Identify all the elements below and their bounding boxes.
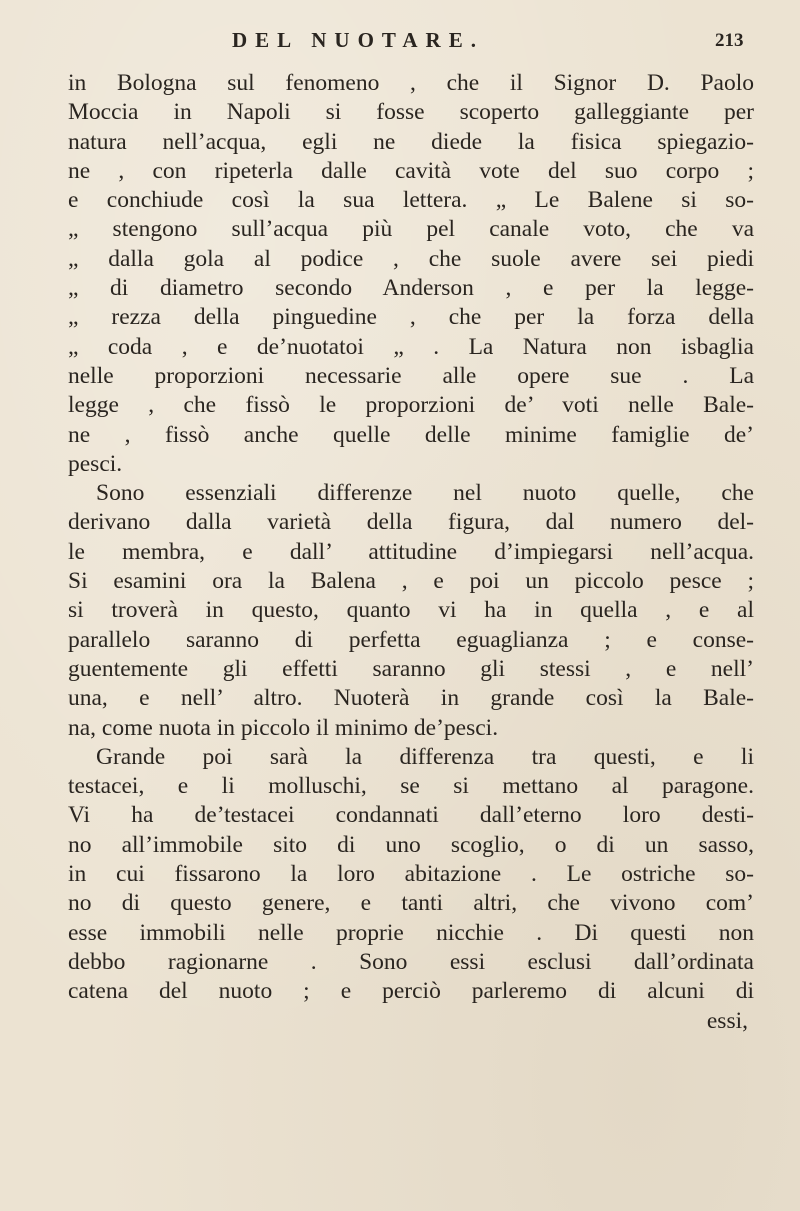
- text-line: derivano dalla varietà della figura, dal numero del-: [68, 509, 754, 536]
- text-line: „ dalla gola al podice , che suole avere sei piedi: [68, 245, 754, 272]
- text-line: una, e nell’ altro. Nuoterà in grande così la Bale-: [68, 685, 754, 712]
- text-line: in Bologna sul fenomeno , che il Signor D. Paolo: [68, 70, 754, 96]
- catchword: essi,: [706, 1007, 748, 1034]
- text-line: no di questo genere, e tanti altri, che vivono com’: [68, 890, 754, 917]
- text-line: „ stengono sull’acqua più pel canale voto, che va: [68, 216, 754, 243]
- text-line: ne , fissò anche quelle delle minime famiglie de’: [68, 421, 754, 448]
- text-line: „ di diametro secondo Anderson , e per la legge-: [68, 275, 754, 302]
- text-line: no all’immobile sito di uno scoglio, o di un sasso,: [68, 831, 754, 858]
- text-line: nelle proporzioni necessarie alle opere sue . La: [68, 362, 754, 389]
- text-line: catena del nuoto ; e perciò parleremo di alcuni di: [68, 978, 754, 1005]
- running-title: DEL NUOTARE.: [232, 28, 484, 52]
- running-head: [0, 24, 800, 64]
- text-line: Vi ha de’testacei condannati dall’eterno loro desti-: [68, 802, 754, 829]
- paragraph-start-line: Grande poi sarà la differenza tra questi, e li: [96, 743, 754, 770]
- page-number: 213: [715, 30, 744, 51]
- text-line: testacei, e li molluschi, se si mettano al paragone.: [68, 773, 754, 800]
- paragraph-start-line: Sono essenziali differenze nel nuoto quelle, che: [96, 480, 754, 507]
- text-line: Moccia in Napoli si fosse scoperto galleggiante per: [68, 99, 754, 126]
- text-line: parallelo saranno di perfetta eguaglianza ; e conse-: [68, 626, 754, 653]
- text-line: e conchiude così la sua lettera. „ Le Balene si so-: [68, 187, 754, 214]
- text-line: legge , che fissò le proporzioni de’ voti nelle Bale-: [68, 392, 754, 419]
- text-line: le membra, e dall’ attitudine d’impiegarsi nell’acqua.: [68, 538, 754, 565]
- text-line: esse immobili nelle proprie nicchie . Di questi non: [68, 919, 754, 946]
- text-line: „ rezza della pinguedine , che per la forza della: [68, 304, 754, 331]
- text-line: ne , con ripeterla dalle cavità vote del suo corpo ;: [68, 157, 754, 184]
- body-text: [68, 69, 754, 1036]
- paragraph-end-line: na, come nuota in piccolo il minimo de’pesci.: [68, 714, 499, 741]
- text-line: „ coda , e de’nuotatoi „ . La Natura non isbaglia: [68, 333, 754, 360]
- text-line: si troverà in questo, quanto vi ha in quella , e al: [68, 597, 754, 624]
- text-line: guentemente gli effetti saranno gli stessi , e nell’: [68, 655, 754, 682]
- text-line: Si esamini ora la Balena , e poi un piccolo pesce ;: [68, 568, 754, 595]
- text-line: natura nell’acqua, egli ne diede la fisica spiegazio-: [68, 128, 754, 155]
- paragraph-end-line: pesci.: [68, 450, 123, 477]
- text-line: debbo ragionarne . Sono essi esclusi dall’ordinata: [68, 948, 754, 975]
- text-line: in cui fissarono la loro abitazione . Le ostriche so-: [68, 861, 754, 888]
